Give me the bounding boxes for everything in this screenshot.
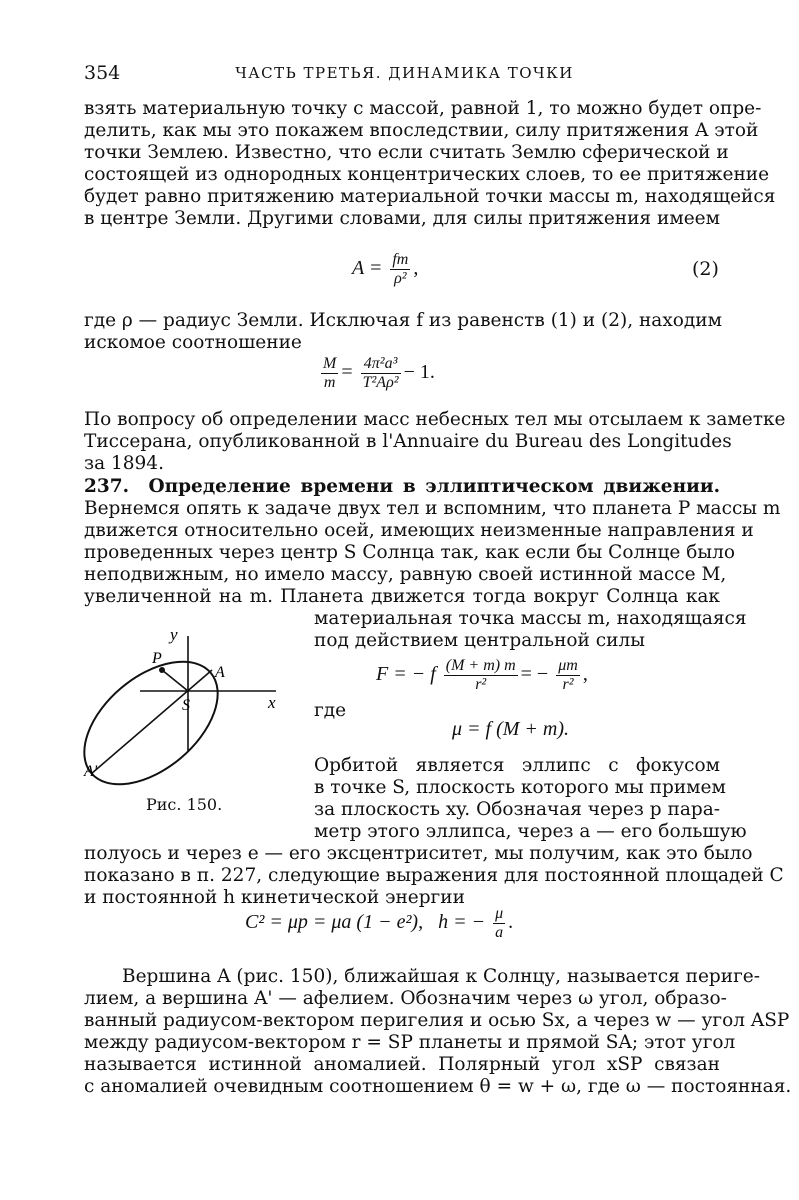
- denominator: ρ²: [394, 270, 407, 287]
- text-line: делить, как мы это покажем впоследствии, силу притяжения A этой: [84, 120, 759, 141]
- text-line: движется относительно осей, имеющих неизменные направления и: [84, 520, 754, 541]
- figure-caption: Рис. 150.: [146, 795, 223, 814]
- equation-lhs: F = − f: [376, 663, 436, 686]
- numerator: fm: [392, 251, 409, 268]
- label-x: x: [268, 693, 276, 712]
- page-number: 354: [84, 62, 121, 84]
- text-line: состоящей из однородных концентрических слоев, то ее притяжение: [84, 164, 770, 185]
- section-number: 237.: [84, 476, 130, 497]
- equation-tail: ,: [413, 257, 419, 280]
- fraction: [493, 905, 505, 942]
- equation-area-energy: [245, 905, 513, 942]
- major-axis: [91, 670, 212, 774]
- numerator: μ: [495, 905, 504, 922]
- text-line: под действием центральной силы: [314, 630, 645, 651]
- equation-number: (2): [692, 258, 719, 280]
- denominator: T²Aρ²: [362, 374, 399, 391]
- text-line: метр этого эллипса, через a — его большую: [314, 821, 747, 842]
- text-line: проведенных через центр S Солнца так, как если бы Солнце было: [84, 542, 736, 563]
- text-line: с аномалией очевидным соотношением θ = w + ω, где ω — постоянная.: [84, 1076, 792, 1097]
- text-line: искомое соотношение: [84, 332, 302, 353]
- denominator: a: [495, 924, 504, 941]
- fraction: [361, 355, 401, 392]
- text-line: в точке S, плоскость которого мы примем: [314, 777, 726, 798]
- paragraph-intro: [84, 98, 776, 230]
- text-line: материальная точка массы m, находящаяся: [314, 608, 747, 629]
- fraction: [390, 251, 410, 288]
- equation-mass-ratio: [318, 355, 435, 392]
- section-title-line: [84, 476, 720, 498]
- text-line: По вопросу об определении масс небесных тел мы отсылаем к заметке: [84, 409, 786, 430]
- text-line: Орбитой является эллипс с фокусом: [314, 755, 720, 776]
- text-line: за плоскость xy. Обозначая через p пара-: [314, 799, 720, 820]
- text-line: лием, а вершина A' — афелием. Обозначим через ω угол, образо-: [84, 988, 727, 1009]
- equals-sign: =: [341, 361, 353, 384]
- text-line: и постоянной h кинетической энергии: [84, 887, 465, 908]
- equation-tail: .: [508, 911, 514, 934]
- text-line: увеличенной на m. Планета движется тогда вокруг Солнца как: [84, 586, 720, 607]
- right-column-orbit: [314, 755, 747, 843]
- denominator: m: [323, 374, 336, 391]
- label-a-prime: A': [84, 763, 98, 780]
- numerator: (M + m) m: [445, 657, 516, 674]
- text-line: Вершина A (рис. 150), ближайшая к Солнцу, называется периге-: [122, 966, 760, 987]
- fraction: [321, 355, 338, 392]
- text-line: между радиусом-вектором r = SP планеты и прямой SA; этот угол: [84, 1032, 736, 1053]
- equation-mu: μ = f (M + m).: [452, 718, 570, 740]
- label-s: S: [182, 697, 190, 714]
- equation-central-force: [376, 657, 588, 694]
- text-line: называется истинной аномалией. Полярный угол xSP связан: [84, 1054, 720, 1075]
- numerator: 4π²a³: [361, 355, 401, 374]
- text-line: Вернемся опять к задаче двух тел и вспомним, что планета P массы m: [84, 498, 781, 519]
- fraction: [556, 657, 580, 694]
- text-line: Тиссерана, опубликованной в l'Annuaire du Bureau des Longitudes: [84, 431, 732, 452]
- text-line: за 1894.: [84, 453, 164, 474]
- equation-2: [352, 251, 418, 288]
- paragraph-two-bodies: [84, 498, 781, 608]
- section-heading: [84, 476, 720, 498]
- section-title: Определение времени в эллиптическом движении.: [148, 476, 721, 497]
- radius-vector-sp: [162, 670, 188, 691]
- paragraph-radius: [84, 310, 720, 354]
- text-line: в центре Земли. Другими словами, для силы притяжения имеем: [84, 208, 720, 229]
- word-where: где: [314, 700, 347, 721]
- paragraph-perihelion: [84, 966, 792, 1098]
- fraction: [444, 657, 518, 694]
- numerator: μm: [558, 657, 578, 674]
- text-line: показано в п. 227, следующие выражения для постоянной площадей C: [84, 865, 784, 886]
- label-p: P: [152, 650, 162, 667]
- text-line: где ρ — радиус Земли. Исключая f из равенств (1) и (2), находим: [84, 310, 722, 331]
- text-line: точки Землею. Известно, что если считать Землю сферической и: [84, 142, 729, 163]
- text-line: взять материальную точку с массой, равной 1, то можно будет опре-: [84, 98, 762, 119]
- label-y: y: [170, 625, 178, 644]
- equation-energy-lhs: h = −: [438, 911, 486, 934]
- right-column-text: [314, 608, 747, 652]
- text-line: будет равно притяжению материальной точки массы m, находящейся: [84, 186, 776, 207]
- equation-area-constant: C² = μp = μa (1 − e²),: [245, 911, 424, 934]
- equation-lhs: A =: [352, 257, 383, 280]
- paragraph-tisserand: [84, 409, 786, 475]
- running-title: ЧАСТЬ ТРЕТЬЯ. ДИНАМИКА ТОЧКИ: [235, 64, 574, 82]
- denominator: r²: [475, 676, 487, 693]
- numerator: M: [323, 355, 337, 372]
- equation-tail: ,: [582, 663, 588, 686]
- text-line: ванный радиусом-вектором перигелия и осью Sx, а через w — угол ASP: [84, 1010, 790, 1031]
- planet-point: [159, 667, 165, 673]
- text-line: полуось и через e — его эксцентриситет, мы получим, как это было: [84, 843, 753, 864]
- text-line: неподвижным, но имело массу, равную своей истинной массе M,: [84, 564, 727, 585]
- label-a: A: [215, 664, 225, 681]
- denominator: r²: [562, 676, 574, 693]
- equation-mid: = −: [520, 663, 549, 686]
- equation-tail: − 1.: [403, 361, 435, 384]
- paragraph-eccentricity: [84, 843, 784, 909]
